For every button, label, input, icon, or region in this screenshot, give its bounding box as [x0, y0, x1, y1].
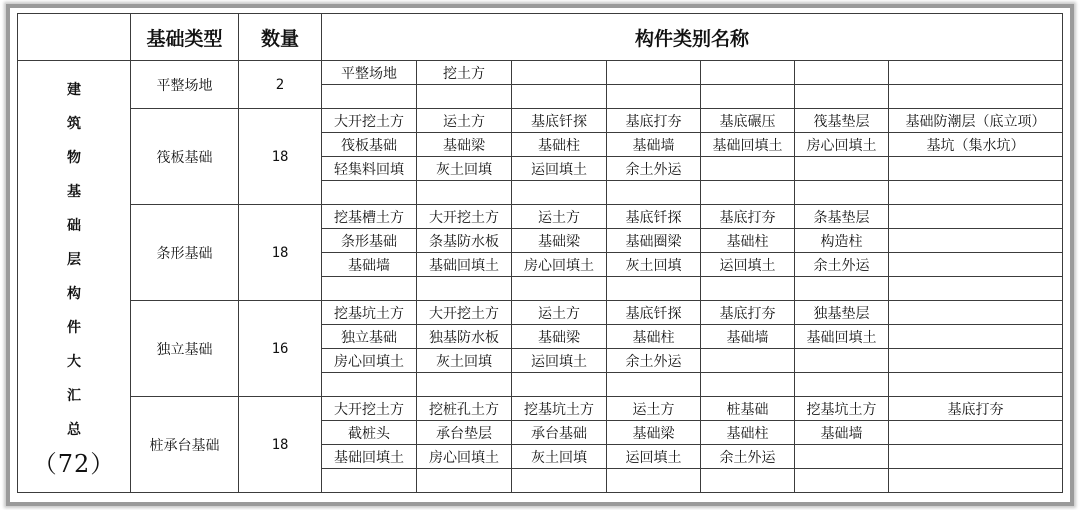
component-cell: 挖桩孔土方 [417, 397, 512, 421]
component-cell [417, 85, 512, 109]
component-cell: 基底打夯 [701, 205, 795, 229]
foundation-type-cell: 独立基础 [131, 301, 239, 397]
component-cell: 独基垫层 [795, 301, 889, 325]
component-cell [417, 373, 512, 397]
table-row [18, 397, 1063, 421]
component-cell [512, 469, 607, 493]
component-cell: 构造柱 [795, 229, 889, 253]
component-cell [889, 229, 1063, 253]
header-components: 构件类别名称 [322, 14, 1063, 61]
component-cell: 基础梁 [607, 421, 701, 445]
component-cell [512, 277, 607, 301]
component-cell [889, 253, 1063, 277]
component-cell [607, 61, 701, 85]
component-cell: 房心回填土 [322, 349, 417, 373]
component-cell: 大开挖土方 [322, 397, 417, 421]
side-title-char: 构 [67, 285, 81, 302]
component-cell: 筏基垫层 [795, 109, 889, 133]
component-cell: 运土方 [607, 397, 701, 421]
component-cell [889, 85, 1063, 109]
component-cell: 承台基础 [512, 421, 607, 445]
component-cell: 基底碾压 [701, 109, 795, 133]
table-row [18, 109, 1063, 133]
component-cell [889, 349, 1063, 373]
component-cell [889, 181, 1063, 205]
component-cell [795, 469, 889, 493]
component-cell: 灰土回填 [417, 157, 512, 181]
component-cell: 房心回填土 [417, 445, 512, 469]
component-cell [701, 181, 795, 205]
component-cell: 基础梁 [512, 325, 607, 349]
component-cell: 基底钎探 [607, 301, 701, 325]
component-cell: 条基垫层 [795, 205, 889, 229]
component-cell [889, 61, 1063, 85]
side-title-char: 建 [67, 81, 81, 98]
component-cell: 轻集料回填 [322, 157, 417, 181]
component-cell: 基底打夯 [701, 301, 795, 325]
header-row [18, 14, 1063, 61]
component-cell: 运土方 [512, 205, 607, 229]
component-cell [701, 349, 795, 373]
component-cell [889, 373, 1063, 397]
component-cell [795, 181, 889, 205]
component-cell [889, 469, 1063, 493]
component-cell: 大开挖土方 [417, 301, 512, 325]
component-cell: 运回填土 [607, 445, 701, 469]
component-cell [322, 85, 417, 109]
component-cell: 运土方 [417, 109, 512, 133]
component-cell: 基础墙 [701, 325, 795, 349]
component-cell: 承台垫层 [417, 421, 512, 445]
component-cell: 灰土回填 [512, 445, 607, 469]
component-cell: 基底钎探 [512, 109, 607, 133]
component-cell [889, 301, 1063, 325]
side-title-count: （72） [32, 449, 116, 478]
foundation-type-cell: 平整场地 [131, 61, 239, 109]
component-cell: 基础墙 [607, 133, 701, 157]
component-cell [607, 469, 701, 493]
component-cell [701, 157, 795, 181]
component-cell: 运回填土 [512, 157, 607, 181]
component-cell [607, 181, 701, 205]
component-cell [889, 325, 1063, 349]
component-cell: 筏板基础 [322, 133, 417, 157]
component-cell [417, 181, 512, 205]
component-cell [701, 469, 795, 493]
component-cell: 挖基坑土方 [512, 397, 607, 421]
component-cell [889, 277, 1063, 301]
component-cell: 运土方 [512, 301, 607, 325]
component-cell [607, 85, 701, 109]
component-cell [512, 61, 607, 85]
component-cell: 挖基坑土方 [795, 397, 889, 421]
component-cell: 基础回填土 [701, 133, 795, 157]
component-cell: 基础梁 [417, 133, 512, 157]
component-cell [417, 469, 512, 493]
component-cell: 余土外运 [795, 253, 889, 277]
component-cell: 截桩头 [322, 421, 417, 445]
component-cell: 基础防潮层（底立项） [889, 109, 1063, 133]
component-cell [889, 421, 1063, 445]
side-title-char: 层 [67, 251, 81, 268]
side-title-char: 大 [67, 353, 81, 370]
component-cell: 房心回填土 [512, 253, 607, 277]
side-title-char: 基 [67, 183, 81, 200]
side-title-char: 础 [67, 217, 81, 234]
component-cell: 基础回填土 [417, 253, 512, 277]
component-cell [701, 61, 795, 85]
component-cell: 基础柱 [607, 325, 701, 349]
component-cell [795, 85, 889, 109]
component-cell: 灰土回填 [417, 349, 512, 373]
component-cell: 灰土回填 [607, 253, 701, 277]
component-cell [795, 61, 889, 85]
side-title-char: 筑 [67, 115, 81, 132]
component-cell: 基础墙 [795, 421, 889, 445]
component-cell [701, 85, 795, 109]
header-blank-cell [18, 14, 131, 61]
side-title-char: 件 [67, 319, 81, 336]
component-cell: 条基防水板 [417, 229, 512, 253]
foundation-type-cell: 条形基础 [131, 205, 239, 301]
component-cell [889, 445, 1063, 469]
component-cell: 基础柱 [701, 421, 795, 445]
component-cell [512, 85, 607, 109]
side-title [18, 61, 131, 493]
component-cell: 余土外运 [607, 349, 701, 373]
quantity-cell: 18 [239, 205, 322, 301]
component-cell: 基底打夯 [607, 109, 701, 133]
component-cell: 基础柱 [512, 133, 607, 157]
component-cell: 平整场地 [322, 61, 417, 85]
component-cell [889, 205, 1063, 229]
component-cell [795, 277, 889, 301]
component-cell: 基础梁 [512, 229, 607, 253]
component-cell [512, 181, 607, 205]
table-row [18, 205, 1063, 229]
component-cell: 房心回填土 [795, 133, 889, 157]
component-cell: 挖基坑土方 [322, 301, 417, 325]
component-cell: 基底钎探 [607, 205, 701, 229]
component-cell: 桩基础 [701, 397, 795, 421]
header-qty: 数量 [239, 14, 322, 61]
foundation-type-cell: 筏板基础 [131, 109, 239, 205]
component-cell [701, 277, 795, 301]
component-cell: 基础墙 [322, 253, 417, 277]
component-cell: 挖基槽土方 [322, 205, 417, 229]
component-cell [322, 373, 417, 397]
component-cell [795, 157, 889, 181]
component-cell [417, 277, 512, 301]
component-cell [795, 373, 889, 397]
component-cell: 大开挖土方 [417, 205, 512, 229]
side-title-char: 总 [67, 421, 81, 438]
component-cell: 基坑（集水坑） [889, 133, 1063, 157]
component-cell [512, 373, 607, 397]
quantity-cell: 16 [239, 301, 322, 397]
component-cell: 运回填土 [701, 253, 795, 277]
component-cell [322, 181, 417, 205]
component-cell: 独立基础 [322, 325, 417, 349]
table-row [18, 301, 1063, 325]
component-cell [701, 373, 795, 397]
side-title-char: 物 [67, 149, 81, 166]
quantity-cell: 2 [239, 61, 322, 109]
component-cell [795, 349, 889, 373]
quantity-cell: 18 [239, 109, 322, 205]
component-cell: 余土外运 [607, 157, 701, 181]
component-cell [322, 469, 417, 493]
component-cell: 条形基础 [322, 229, 417, 253]
component-cell: 余土外运 [701, 445, 795, 469]
component-cell: 运回填土 [512, 349, 607, 373]
foundation-summary-table [17, 13, 1063, 493]
component-cell [607, 373, 701, 397]
component-cell: 基底打夯 [889, 397, 1063, 421]
component-cell: 基础圈梁 [607, 229, 701, 253]
component-cell [795, 445, 889, 469]
side-title-char: 汇 [67, 387, 81, 404]
component-cell [322, 277, 417, 301]
foundation-type-cell: 桩承台基础 [131, 397, 239, 493]
component-cell: 独基防水板 [417, 325, 512, 349]
component-cell: 挖土方 [417, 61, 512, 85]
component-cell [889, 157, 1063, 181]
component-cell: 基础柱 [701, 229, 795, 253]
component-cell [607, 277, 701, 301]
component-cell: 大开挖土方 [322, 109, 417, 133]
table-row [18, 61, 1063, 85]
component-cell: 基础回填土 [795, 325, 889, 349]
component-cell: 基础回填土 [322, 445, 417, 469]
header-type: 基础类型 [131, 14, 239, 61]
quantity-cell: 18 [239, 397, 322, 493]
